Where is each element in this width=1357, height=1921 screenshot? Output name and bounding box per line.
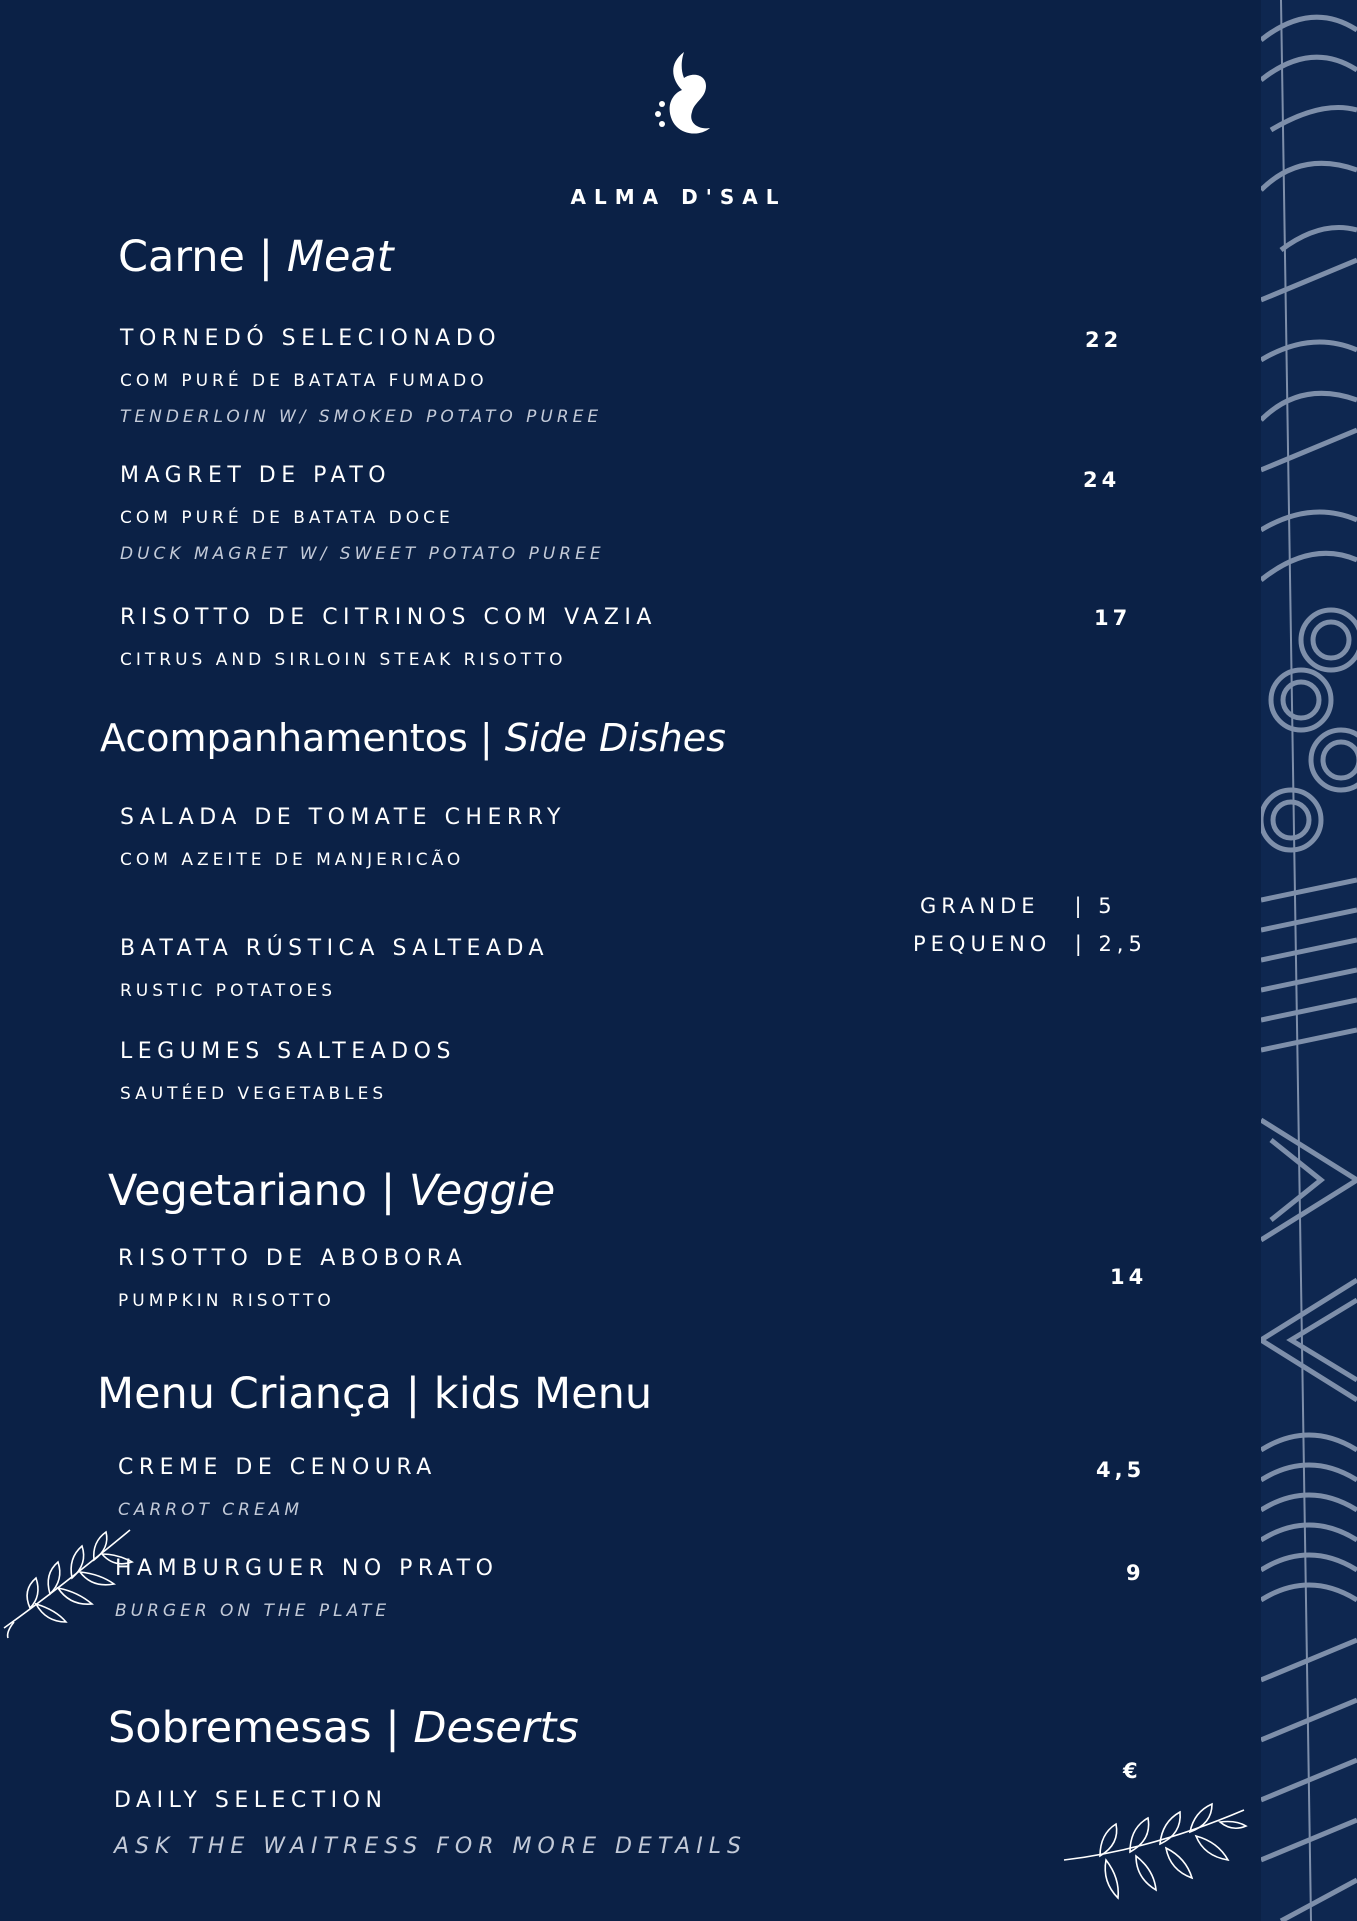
leaf-branch-icon — [1060, 1790, 1250, 1910]
menu-item-description: COM PURÉ DE BATATA FUMADO — [120, 371, 488, 391]
menu-item-price: 9 — [1126, 1561, 1145, 1585]
menu-item-name: CREME DE CENOURA — [118, 1455, 437, 1480]
flame-drop-logo — [648, 48, 718, 148]
section-title-text: Sobremesas | — [108, 1703, 414, 1753]
menu-item-name: RISOTTO DE ABOBORA — [118, 1246, 468, 1271]
decorative-pattern — [1261, 0, 1357, 1921]
menu-item-name: MAGRET DE PATO — [120, 463, 392, 488]
menu-item-description: CITRUS AND SIRLOIN STEAK RISOTTO — [120, 650, 567, 670]
menu-item-name: HAMBURGUER NO PRATO — [115, 1556, 499, 1581]
menu-item-name: SALADA DE TOMATE CHERRY — [120, 805, 566, 830]
size-price-small: PEQUENO | 2,5 — [913, 932, 1147, 956]
menu-item-description: COM PURÉ DE BATATA DOCE — [120, 508, 454, 528]
section-title-text: Carne | — [118, 232, 287, 282]
menu-item-description: RUSTIC POTATOES — [120, 981, 337, 1001]
menu-item-price: 22 — [1085, 328, 1123, 352]
menu-item-name: LEGUMES SALTEADOS — [120, 1039, 456, 1064]
section-title-text: Vegetariano | — [108, 1166, 409, 1216]
menu-item-price: 17 — [1094, 606, 1132, 630]
section-title-kids: Menu Criança | kids Menu — [97, 1369, 653, 1419]
menu-item-description: SAUTÉED VEGETABLES — [120, 1084, 388, 1104]
menu-item-translation: TENDERLOIN W/ SMOKED POTATO PUREE — [120, 407, 603, 427]
menu-item-name: DAILY SELECTION — [114, 1788, 388, 1813]
section-title-sides — [100, 716, 726, 760]
menu-item-description: PUMPKIN RISOTTO — [118, 1291, 335, 1311]
menu-item-price: 4,5 — [1096, 1458, 1146, 1482]
section-title-text: Acompanhamentos | — [100, 716, 505, 760]
section-title-veggie — [108, 1166, 555, 1216]
section-title-italic: Meat — [286, 232, 394, 282]
menu-item-translation: DUCK MAGRET W/ SWEET POTATO PUREE — [120, 544, 605, 564]
menu-item-translation: BURGER ON THE PLATE — [115, 1601, 391, 1621]
section-title-italic: Deserts — [413, 1703, 579, 1753]
menu-item-price: € — [1123, 1759, 1142, 1783]
section-title-italic: Side Dishes — [504, 716, 726, 760]
section-title-desserts — [108, 1703, 579, 1753]
size-price-large: GRANDE | 5 — [920, 894, 1117, 918]
section-title-italic: Veggie — [408, 1166, 556, 1216]
menu-item-translation: ASK THE WAITRESS FOR MORE DETAILS — [114, 1834, 748, 1859]
brand-name: ALMA D'SAL — [570, 185, 787, 209]
section-title-meat — [118, 232, 394, 282]
menu-item-name: RISOTTO DE CITRINOS COM VAZIA — [120, 605, 657, 630]
menu-item-price: 14 — [1110, 1265, 1148, 1289]
menu-item-name: BATATA RÚSTICA SALTEADA — [120, 936, 550, 961]
menu-item-description: COM AZEITE DE MANJERICÃO — [120, 850, 465, 870]
menu-item-translation: CARROT CREAM — [118, 1500, 304, 1520]
leaf-branch-icon — [0, 1518, 140, 1640]
menu-item-name: TORNEDÓ SELECIONADO — [120, 326, 502, 351]
menu-item-price: 24 — [1083, 468, 1121, 492]
